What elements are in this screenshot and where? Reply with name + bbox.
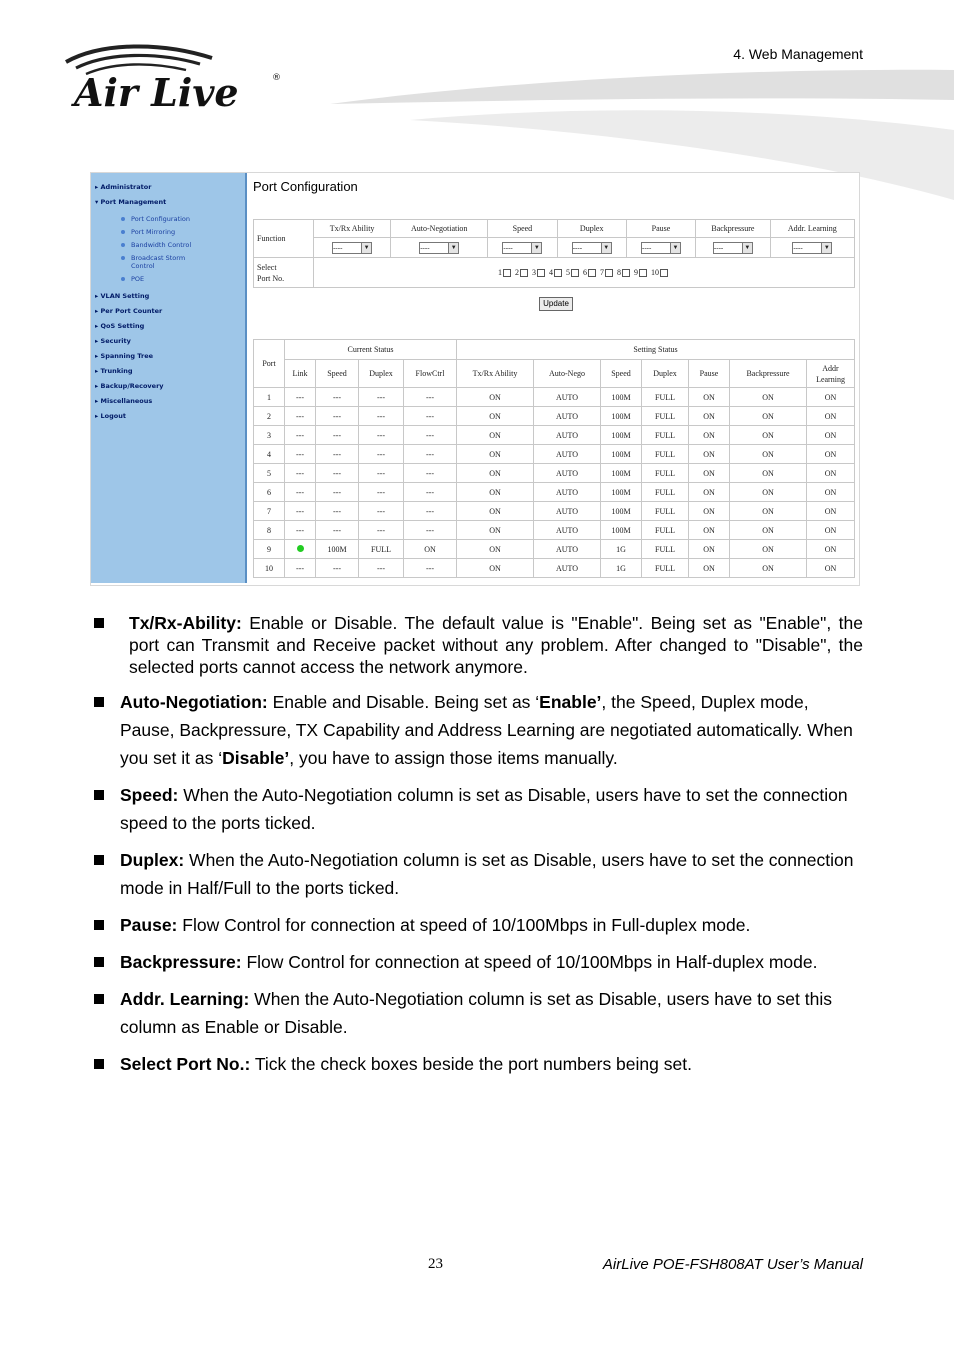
function-label: Function (254, 220, 314, 258)
sub-header-txrx-ability: Tx/Rx Ability (457, 360, 534, 388)
port-checkbox-6[interactable]: 6 (583, 268, 598, 277)
table-cell: 100M (601, 426, 642, 445)
table-cell: ON (807, 502, 855, 521)
table-row (254, 388, 855, 407)
port-checkbox-7[interactable]: 7 (600, 268, 615, 277)
bullet-pause: Pause: Flow Control for connection at speed of 10/100Mbps in Full-duplex mode. (91, 911, 863, 939)
table-cell: --- (404, 502, 457, 521)
auto-negotiation-select[interactable]: ---- ▼ (419, 242, 459, 254)
table-cell: --- (404, 388, 457, 407)
table-cell: --- (285, 407, 316, 426)
table-cell: --- (285, 559, 316, 578)
bullet-square-icon (94, 697, 104, 707)
page-number: 23 (428, 1256, 443, 1272)
chevron-down-icon: ▼ (601, 243, 611, 253)
table-cell: ON (457, 502, 534, 521)
bullet-select-port-no: Select Port No.: Tick the check boxes beside the port numbers being set. (91, 1050, 863, 1078)
chevron-down-icon: ▼ (742, 243, 752, 253)
table-cell: ON (689, 445, 730, 464)
bullet-square-icon (94, 920, 104, 930)
table-cell (285, 540, 316, 559)
table-cell: FULL (642, 540, 689, 559)
table-cell: ON (457, 464, 534, 483)
sidebar-item-backup-recovery[interactable]: ▸ Backup/Recovery (95, 382, 164, 390)
table-cell: FULL (359, 540, 404, 559)
table-row (254, 521, 855, 540)
col-header-duplex: Duplex (557, 220, 626, 238)
table-cell: 100M (601, 388, 642, 407)
sub-header-pause: Pause (689, 360, 730, 388)
table-cell: ON (730, 426, 807, 445)
chevron-down-icon: ▼ (821, 243, 831, 253)
port-checkbox-3[interactable]: 3 (532, 268, 547, 277)
table-cell: --- (285, 483, 316, 502)
table-cell: ON (807, 407, 855, 426)
table-cell: 100M (601, 407, 642, 426)
current-status-header: Current Status (285, 340, 457, 360)
table-row (254, 445, 855, 464)
sidebar-item-logout[interactable]: ▸ Logout (95, 412, 126, 420)
table-cell: 1 (254, 388, 285, 407)
bullet-square-icon (94, 1059, 104, 1069)
table-cell: FULL (642, 445, 689, 464)
table-cell: ON (689, 483, 730, 502)
sidebar-item-spanning-tree[interactable]: ▸ Spanning Tree (95, 352, 154, 360)
sidebar-item-trunking[interactable]: ▸ Trunking (95, 367, 133, 375)
table-cell: 100M (601, 464, 642, 483)
port-header: Port (254, 340, 285, 388)
port-checkbox-8[interactable]: 8 (617, 268, 632, 277)
table-cell: --- (359, 521, 404, 540)
table-cell: FULL (642, 521, 689, 540)
sidebar-item-qos-setting[interactable]: ▸ QoS Setting (95, 322, 145, 330)
table-row (254, 426, 855, 445)
table-row (254, 559, 855, 578)
table-cell: ON (689, 388, 730, 407)
table-cell: AUTO (534, 483, 601, 502)
chevron-down-icon: ▼ (670, 243, 680, 253)
table-row (254, 464, 855, 483)
sub-header-current-duplex: Duplex (359, 360, 404, 388)
setting-status-header: Setting Status (457, 340, 855, 360)
table-cell: ON (730, 521, 807, 540)
addr-learning-select[interactable]: ---- ▼ (792, 242, 832, 254)
sidebar-item-miscellaneous[interactable]: ▸ Miscellaneous (95, 397, 153, 405)
port-status-table (253, 339, 855, 578)
table-cell: AUTO (534, 502, 601, 521)
col-header-addr-learning: Addr. Learning (770, 220, 854, 238)
table-cell: --- (285, 521, 316, 540)
speed-select[interactable]: ---- ▼ (502, 242, 542, 254)
sidebar-subitem-broadcast-storm-control[interactable]: Broadcast Storm Control (131, 254, 185, 270)
port-checkbox-10[interactable]: 10 (651, 268, 670, 277)
table-cell: ON (689, 426, 730, 445)
web-ui-screenshot (90, 172, 860, 586)
table-cell: --- (285, 426, 316, 445)
table-cell: ON (730, 502, 807, 521)
table-cell: FULL (642, 388, 689, 407)
pause-select[interactable]: ---- ▼ (641, 242, 681, 254)
table-row (254, 483, 855, 502)
table-cell: --- (359, 426, 404, 445)
bullet-duplex: Duplex: When the Auto-Negotiation column is set as Disable, users have to set the connection mode in Half/Full to the ports ticked. (91, 846, 863, 902)
table-cell: --- (316, 483, 359, 502)
table-cell: ON (807, 559, 855, 578)
table-cell: AUTO (534, 426, 601, 445)
sidebar-item-port-management[interactable]: ▾ Port Management (95, 198, 167, 206)
table-cell: ON (404, 540, 457, 559)
bullet-square-icon (94, 790, 104, 800)
sidebar-subitem-poe[interactable]: POE (131, 275, 144, 283)
select-port-label: Select Port No. (254, 258, 314, 288)
table-cell: ON (730, 483, 807, 502)
table-cell: ON (689, 407, 730, 426)
table-cell: AUTO (534, 521, 601, 540)
sub-header-addr-learning: Addr Learning (807, 360, 855, 388)
table-cell: ON (807, 521, 855, 540)
page-title: Port Configuration (253, 179, 358, 194)
sub-header-setting-duplex: Duplex (642, 360, 689, 388)
col-header-txrx: Tx/Rx Ability (314, 220, 391, 238)
table-cell: ON (689, 540, 730, 559)
table-cell: FULL (642, 559, 689, 578)
table-cell: 100M (316, 540, 359, 559)
chevron-down-icon: ▼ (361, 243, 371, 253)
table-cell: ON (807, 426, 855, 445)
table-cell: --- (404, 426, 457, 445)
table-cell: ON (807, 483, 855, 502)
col-header-backpressure: Backpressure (696, 220, 771, 238)
port-checkbox-group (314, 258, 855, 288)
logo-wordmark: Air Live (74, 70, 239, 114)
bullet-backpressure: Backpressure: Flow Control for connection at speed of 10/100Mbps in Half-duplex mode. (91, 948, 863, 976)
table-cell: 7 (254, 502, 285, 521)
sidebar-subitem-port-mirroring[interactable]: Port Mirroring (131, 228, 175, 236)
bullet-square-icon (94, 957, 104, 967)
table-cell: --- (404, 483, 457, 502)
table-cell: 3 (254, 426, 285, 445)
table-cell: ON (457, 445, 534, 464)
sidebar-item-per-port-counter[interactable]: ▸ Per Port Counter (95, 307, 163, 315)
txrx-select[interactable]: ---- ▼ (332, 242, 372, 254)
table-cell: ON (807, 540, 855, 559)
table-cell: --- (359, 559, 404, 578)
sub-header-flowctrl: FlowCtrl (404, 360, 457, 388)
table-cell: ON (807, 445, 855, 464)
table-cell: --- (359, 464, 404, 483)
table-cell: 9 (254, 540, 285, 559)
table-row (254, 407, 855, 426)
table-cell: AUTO (534, 388, 601, 407)
sub-header-current-speed: Speed (316, 360, 359, 388)
bullet-speed: Speed: When the Auto-Negotiation column is set as Disable, users have to set the connection speed to the ports ticked. (91, 781, 863, 837)
table-cell: ON (457, 426, 534, 445)
table-cell: 8 (254, 521, 285, 540)
update-button[interactable]: Update (539, 297, 573, 311)
table-cell: FULL (642, 407, 689, 426)
table-cell: FULL (642, 483, 689, 502)
table-cell: ON (457, 540, 534, 559)
table-cell: --- (316, 445, 359, 464)
table-cell: --- (285, 502, 316, 521)
port-checkbox-2[interactable]: 2 (515, 268, 530, 277)
table-cell: ON (689, 521, 730, 540)
table-cell: 2 (254, 407, 285, 426)
link-up-icon (297, 545, 304, 552)
table-cell: 4 (254, 445, 285, 464)
table-cell: --- (404, 464, 457, 483)
table-cell: 10 (254, 559, 285, 578)
table-row (254, 540, 855, 559)
chevron-down-icon: ▼ (448, 243, 458, 253)
table-cell: --- (404, 445, 457, 464)
table-cell: ON (457, 521, 534, 540)
port-checkbox-9[interactable]: 9 (634, 268, 649, 277)
table-cell: ON (807, 464, 855, 483)
sub-header-link: Link (285, 360, 316, 388)
sidebar-item-security[interactable]: ▸ Security (95, 337, 131, 345)
table-cell: --- (316, 502, 359, 521)
table-cell: 100M (601, 483, 642, 502)
table-cell: ON (457, 559, 534, 578)
table-cell: FULL (642, 426, 689, 445)
table-cell: 100M (601, 502, 642, 521)
sidebar-menu (91, 173, 247, 583)
table-cell: --- (316, 407, 359, 426)
table-cell: 6 (254, 483, 285, 502)
sidebar-subitem-port-configuration[interactable]: Port Configuration (131, 215, 190, 223)
table-cell: --- (316, 388, 359, 407)
port-checkbox-5[interactable]: 5 (566, 268, 581, 277)
field-descriptions (91, 612, 863, 1087)
table-cell: --- (316, 464, 359, 483)
sidebar-item-administrator[interactable]: ▸ Administrator (95, 183, 152, 191)
section-header: 4. Web Management (733, 46, 863, 62)
table-cell: ON (689, 464, 730, 483)
table-cell: --- (404, 559, 457, 578)
duplex-select[interactable]: ---- ▼ (572, 242, 612, 254)
sidebar-subitem-bandwidth-control[interactable]: Bandwidth Control (131, 241, 191, 249)
table-cell: 5 (254, 464, 285, 483)
table-cell: ON (730, 445, 807, 464)
table-row (254, 502, 855, 521)
table-cell: 1G (601, 559, 642, 578)
table-cell: ON (457, 483, 534, 502)
table-cell: --- (359, 407, 404, 426)
port-configuration-panel (249, 173, 857, 583)
table-cell: --- (316, 521, 359, 540)
table-cell: AUTO (534, 540, 601, 559)
table-cell: AUTO (534, 559, 601, 578)
table-cell: --- (285, 445, 316, 464)
port-checkbox-1[interactable]: 1 (498, 268, 513, 277)
table-cell: ON (730, 388, 807, 407)
table-cell: AUTO (534, 445, 601, 464)
bullet-addr-learning: Addr. Learning: When the Auto-Negotiation column is set as Disable, users have to set this column as Enable or Disable. (91, 985, 863, 1041)
manual-title: AirLive POE-FSH808AT User’s Manual (602, 1256, 863, 1273)
table-cell: --- (404, 407, 457, 426)
table-cell: 100M (601, 521, 642, 540)
table-cell: --- (316, 559, 359, 578)
table-cell: --- (359, 502, 404, 521)
bullet-square-icon (94, 618, 104, 628)
table-cell: ON (730, 464, 807, 483)
bullet-square-icon (94, 855, 104, 865)
bullet-square-icon (94, 994, 104, 1004)
table-cell: ON (730, 559, 807, 578)
table-cell: AUTO (534, 464, 601, 483)
table-cell: ON (807, 388, 855, 407)
table-cell: ON (457, 407, 534, 426)
table-cell: --- (359, 483, 404, 502)
table-cell: ON (689, 502, 730, 521)
sub-header-auto-nego: Auto-Nego (534, 360, 601, 388)
table-cell: --- (404, 521, 457, 540)
port-checkbox-4[interactable]: 4 (549, 268, 564, 277)
table-cell: ON (730, 540, 807, 559)
table-cell: --- (359, 445, 404, 464)
logo-registered-mark: ® (272, 73, 281, 83)
chevron-down-icon: ▼ (531, 243, 541, 253)
col-header-pause: Pause (626, 220, 695, 238)
col-header-auto-negotiation: Auto-Negotiation (391, 220, 488, 238)
table-cell: FULL (642, 502, 689, 521)
table-cell: 100M (601, 445, 642, 464)
table-cell: --- (316, 426, 359, 445)
table-cell: FULL (642, 464, 689, 483)
sub-header-backpressure: Backpressure (730, 360, 807, 388)
table-cell: ON (730, 407, 807, 426)
table-cell: ON (689, 559, 730, 578)
table-cell: --- (285, 388, 316, 407)
backpressure-select[interactable]: ---- ▼ (713, 242, 753, 254)
sub-header-setting-speed: Speed (601, 360, 642, 388)
bullet-txrx-ability: Tx/Rx-Ability: Enable or Disable. The default value is "Enable". Being set as "Enable", the port can Transmit and Receive packet without any problem. After changed to "Disable", the selected ports cannot access the network anymore. (91, 612, 863, 678)
table-cell: --- (285, 464, 316, 483)
port-status-rows (254, 388, 855, 578)
sidebar-item-vlan-setting[interactable]: ▸ VLAN Setting (95, 292, 150, 300)
col-header-speed: Speed (488, 220, 557, 238)
airlive-logo (62, 44, 292, 114)
table-cell: --- (359, 388, 404, 407)
function-config-table (253, 219, 855, 288)
table-cell: 1G (601, 540, 642, 559)
bullet-auto-negotiation: Auto-Negotiation: Enable and Disable. Being set as ‘Enable’, the Speed, Duplex mode, Pause, Backpressure, TX Capability and Address Learning are negotiated automatically. When you set it as ‘Disable’, you have to assign those items manually. (91, 688, 863, 772)
table-cell: ON (457, 388, 534, 407)
table-cell: AUTO (534, 407, 601, 426)
